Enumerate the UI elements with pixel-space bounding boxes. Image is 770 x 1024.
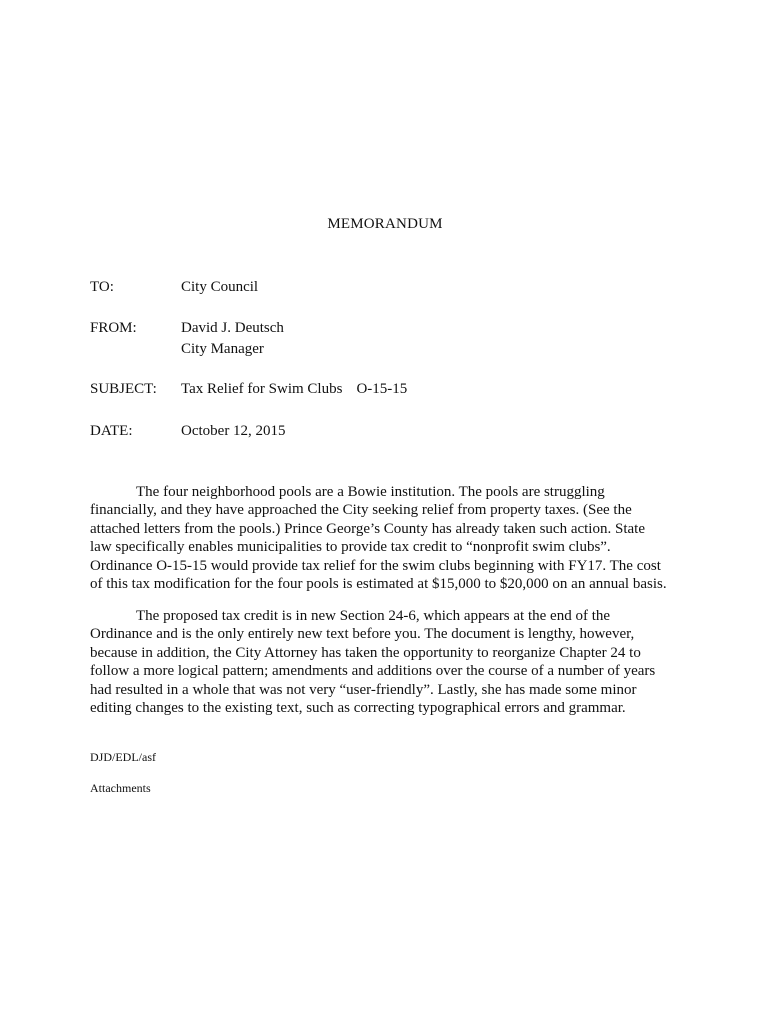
paragraph-1-line: law specifically enables municipalities to provide tax credit to “nonprofit swim clubs”.	[90, 539, 611, 556]
date-label: DATE:	[90, 423, 133, 439]
memo-title: MEMORANDUM	[327, 216, 443, 232]
attachments-note: Attachments	[90, 781, 151, 795]
subject-value: Tax Relief for Swim Clubs	[181, 381, 343, 397]
paragraph-2-line: follow a more logical pattern; amendments and additions over the course of a number of years	[90, 663, 656, 680]
paragraph-1-line: financially, and they have approached the City seeking relief from property taxes. (See the	[90, 502, 632, 519]
body-paragraph-1	[90, 483, 683, 593]
paragraph-1-line: The four neighborhood pools are a Bowie institution. The pools are struggling	[136, 484, 605, 500]
paragraph-2-line: Ordinance and is the only entirely new text before you. The document is lengthy, however,	[90, 626, 635, 643]
to-value: City Council	[181, 279, 259, 295]
from-position: City Manager	[181, 341, 264, 357]
paragraph-2-line: had resulted in a whole that was not very “user-friendly”. Lastly, she has made some minor	[90, 681, 637, 698]
from-label: FROM:	[90, 320, 137, 336]
subject-label: SUBJECT:	[90, 381, 157, 397]
from-value	[181, 318, 284, 360]
initials: DJD/EDL/asf	[90, 750, 156, 764]
subject-value-group	[181, 379, 407, 400]
paragraph-1-line: of this tax modification for the four pools is estimated at $15,000 to $20,000 on an annual basis.	[90, 576, 667, 593]
paragraph-2-line: because in addition, the City Attorney has taken the opportunity to reorganize Chapter 24 to	[90, 644, 641, 661]
paragraph-1-line: Ordinance O-15-15 would provide tax relief for the swim clubs beginning with FY17. The cost	[90, 557, 661, 574]
paragraph-2-line: editing changes to the existing text, such as correcting typographical errors and grammar.	[90, 700, 626, 717]
body-paragraph-2	[90, 607, 683, 717]
paragraph-2-line: The proposed tax credit is in new Section 24-6, which appears at the end of the	[136, 608, 611, 624]
date-value: October 12, 2015	[181, 423, 286, 439]
to-label: TO:	[90, 279, 114, 295]
from-name: David J. Deutsch	[181, 320, 284, 336]
paragraph-1-line: attached letters from the pools.) Prince George’s County has already taken such action. State	[90, 520, 645, 537]
subject-code: O-15-15	[356, 381, 408, 397]
